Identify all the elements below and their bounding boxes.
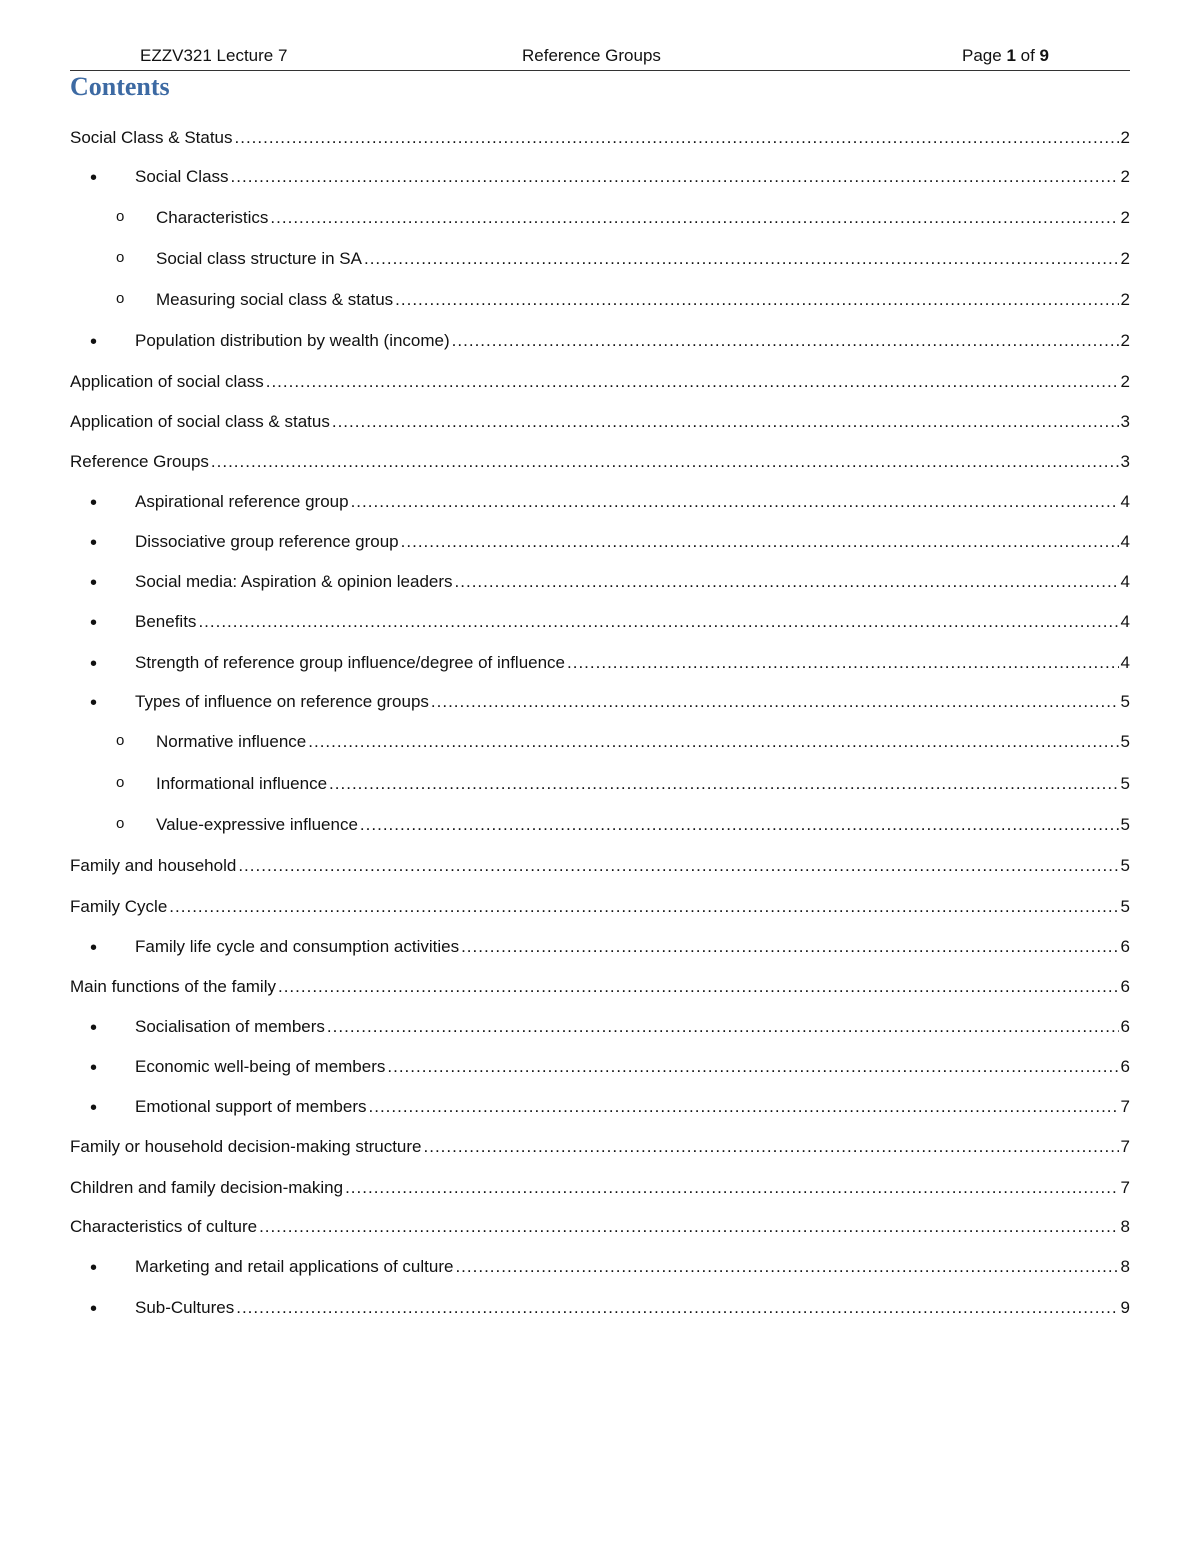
toc-entry-title: Normative influence (156, 732, 307, 751)
toc-entry-title: Aspirational reference group (135, 492, 349, 511)
sub-bullet-marker: o (116, 208, 125, 225)
page-header (70, 44, 1130, 71)
toc-entry-title: Social Class (135, 167, 229, 186)
toc-entry-page: 5 (1120, 692, 1130, 711)
toc-entry-title: Application of social class & status (70, 412, 330, 431)
toc-entry-title: Characteristics (156, 208, 269, 227)
dot-leader (455, 572, 1119, 592)
bullet-marker: • (90, 692, 98, 714)
toc-entry[interactable] (70, 1097, 1130, 1117)
toc-entry-page: 6 (1120, 1057, 1130, 1076)
toc-entry[interactable] (70, 815, 1130, 835)
toc-entry-title: Reference Groups (70, 452, 209, 471)
toc-entry-title: Socialisation of members (135, 1017, 325, 1036)
toc-entry-page: 2 (1120, 331, 1130, 350)
toc-entry-page: 7 (1120, 1137, 1130, 1156)
toc-entry[interactable] (70, 1137, 1130, 1157)
toc-entry-title: Family and household (70, 856, 237, 875)
dot-leader (211, 452, 1119, 472)
toc-entry-page: 9 (1120, 1298, 1130, 1317)
toc-entry[interactable] (70, 167, 1130, 187)
toc-entry[interactable] (70, 1298, 1130, 1318)
sub-bullet-marker: o (116, 290, 125, 307)
toc-entry[interactable] (70, 208, 1130, 228)
toc-entry-page: 5 (1120, 774, 1130, 793)
toc-entry-title: Informational influence (156, 774, 328, 793)
bullet-marker: • (90, 492, 98, 514)
page-current: 1 (1006, 46, 1016, 65)
dot-leader (567, 653, 1119, 673)
toc-entry-page: 2 (1120, 372, 1130, 391)
toc-entry-title: Family life cycle and consumption activities (135, 937, 460, 956)
dot-leader (387, 1057, 1118, 1077)
toc-entry[interactable] (70, 1257, 1130, 1277)
toc-entry-title: Population distribution by wealth (income) (135, 331, 450, 350)
page-of: of (1015, 46, 1040, 65)
toc-entry-page: 2 (1120, 249, 1130, 268)
bullet-marker: • (90, 572, 98, 594)
toc-entry-title: Dissociative group reference group (135, 532, 399, 551)
bullet-marker: • (90, 612, 98, 634)
dot-leader (231, 167, 1119, 187)
toc-entry[interactable] (70, 774, 1130, 794)
dot-leader (236, 1298, 1118, 1318)
toc-entry[interactable] (70, 412, 1130, 432)
dot-leader (401, 532, 1119, 552)
toc-entry-page: 6 (1120, 1017, 1130, 1036)
dot-leader (329, 774, 1118, 794)
toc-entry-page: 2 (1120, 290, 1130, 309)
toc-entry-page: 2 (1120, 167, 1130, 186)
toc-entry-page: 2 (1120, 208, 1130, 227)
page-number (962, 46, 1049, 66)
toc-entry-page: 5 (1120, 815, 1130, 834)
bullet-marker: • (90, 1017, 98, 1039)
toc-entry-title: Strength of reference group influence/degree of influence (135, 653, 566, 672)
toc-entry-title: Family or household decision-making structure (70, 1137, 422, 1156)
toc-entry[interactable] (70, 732, 1130, 752)
toc-entry-page: 5 (1120, 732, 1130, 751)
bullet-marker: • (90, 167, 98, 189)
toc-entry-title: Marketing and retail applications of culture (135, 1257, 454, 1276)
dot-leader (452, 331, 1119, 351)
dot-leader (395, 290, 1118, 310)
toc-entry-page: 3 (1120, 412, 1130, 431)
sub-bullet-marker: o (116, 249, 125, 266)
dot-leader (327, 1017, 1119, 1037)
toc-entry-title: Social class structure in SA (156, 249, 362, 268)
dot-leader (332, 412, 1119, 432)
page-prefix: Page (962, 46, 1007, 65)
bullet-marker: • (90, 532, 98, 554)
toc-entry-page: 5 (1120, 856, 1130, 875)
toc-entry-title: Economic well-being of members (135, 1057, 386, 1076)
dot-leader (461, 937, 1118, 957)
toc-entry-title: Benefits (135, 612, 197, 631)
sub-bullet-marker: o (116, 732, 125, 749)
bullet-marker: • (90, 937, 98, 959)
dot-leader (308, 732, 1118, 752)
toc-entry-page: 2 (1120, 128, 1130, 147)
bullet-marker: • (90, 331, 98, 353)
dot-leader (351, 492, 1119, 512)
toc-entry-title: Social Class & Status (70, 128, 233, 147)
toc-entry-page: 8 (1120, 1257, 1130, 1276)
toc-entry[interactable] (70, 1217, 1130, 1237)
toc-entry-page: 7 (1120, 1178, 1130, 1197)
bullet-marker: • (90, 653, 98, 675)
toc-entry[interactable] (70, 128, 1130, 148)
toc-entry-page: 4 (1120, 572, 1130, 591)
document-topic: Reference Groups (522, 46, 661, 65)
toc-entry[interactable] (70, 653, 1130, 673)
toc-entry[interactable] (70, 331, 1130, 351)
toc-entry-title: Measuring social class & status (156, 290, 394, 309)
dot-leader (278, 977, 1119, 997)
toc-entry-title: Types of influence on reference groups (135, 692, 429, 711)
toc-entry-page: 4 (1120, 653, 1130, 672)
toc-entry[interactable] (70, 452, 1130, 472)
contents-title: Contents (70, 72, 170, 101)
toc-entry-title: Application of social class (70, 372, 264, 391)
toc-entry-page: 5 (1120, 897, 1130, 916)
bullet-marker: • (90, 1097, 98, 1119)
dot-leader (238, 856, 1118, 876)
toc-entry[interactable] (70, 532, 1130, 552)
toc-entry-page: 6 (1120, 977, 1130, 996)
toc-entry-title: Children and family decision-making (70, 1178, 344, 1197)
toc-entry-page: 7 (1120, 1097, 1130, 1116)
toc-entry-title: Family Cycle (70, 897, 168, 916)
toc-entry[interactable] (70, 692, 1130, 712)
dot-leader (266, 372, 1119, 392)
dot-leader (431, 692, 1119, 712)
toc-entry[interactable] (70, 372, 1130, 392)
dot-leader (360, 815, 1119, 835)
toc-entry[interactable] (70, 977, 1130, 997)
toc-entry[interactable] (70, 249, 1130, 269)
dot-leader (369, 1097, 1119, 1117)
dot-leader (364, 249, 1119, 269)
toc-entry-page: 8 (1120, 1217, 1130, 1236)
toc-entry[interactable] (70, 572, 1130, 592)
bullet-marker: • (90, 1298, 98, 1320)
dot-leader (235, 128, 1119, 148)
dot-leader (424, 1137, 1119, 1157)
toc-entry-page: 4 (1120, 492, 1130, 511)
toc-entry[interactable] (70, 856, 1130, 876)
dot-leader (198, 612, 1118, 632)
toc-entry-title: Characteristics of culture (70, 1217, 258, 1236)
page-total: 9 (1039, 46, 1049, 65)
toc-entry-page: 3 (1120, 452, 1130, 471)
toc-entry[interactable] (70, 897, 1130, 917)
dot-leader (169, 897, 1118, 917)
toc-entry-page: 4 (1120, 532, 1130, 551)
toc-entry[interactable] (70, 1178, 1130, 1198)
sub-bullet-marker: o (116, 815, 125, 832)
toc-entry-title: Sub-Cultures (135, 1298, 235, 1317)
bullet-marker: • (90, 1257, 98, 1279)
dot-leader (455, 1257, 1118, 1277)
toc-entry[interactable] (70, 492, 1130, 512)
toc-entry-page: 4 (1120, 612, 1130, 631)
sub-bullet-marker: o (116, 774, 125, 791)
toc-entry[interactable] (70, 937, 1130, 957)
bullet-marker: • (90, 1057, 98, 1079)
toc-entry-page: 6 (1120, 937, 1130, 956)
toc-entry-title: Main functions of the family (70, 977, 276, 996)
dot-leader (345, 1178, 1118, 1198)
toc-entry[interactable] (70, 612, 1130, 632)
dot-leader (259, 1217, 1118, 1237)
course-code: EZZV321 Lecture 7 (140, 46, 288, 65)
dot-leader (270, 208, 1118, 228)
toc-entry[interactable] (70, 1057, 1130, 1077)
toc-entry-title: Value-expressive influence (156, 815, 358, 834)
toc-entry-title: Emotional support of members (135, 1097, 367, 1116)
toc-entry[interactable] (70, 1017, 1130, 1037)
toc-entry-title: Social media: Aspiration & opinion leaders (135, 572, 453, 591)
toc-entry[interactable] (70, 290, 1130, 310)
